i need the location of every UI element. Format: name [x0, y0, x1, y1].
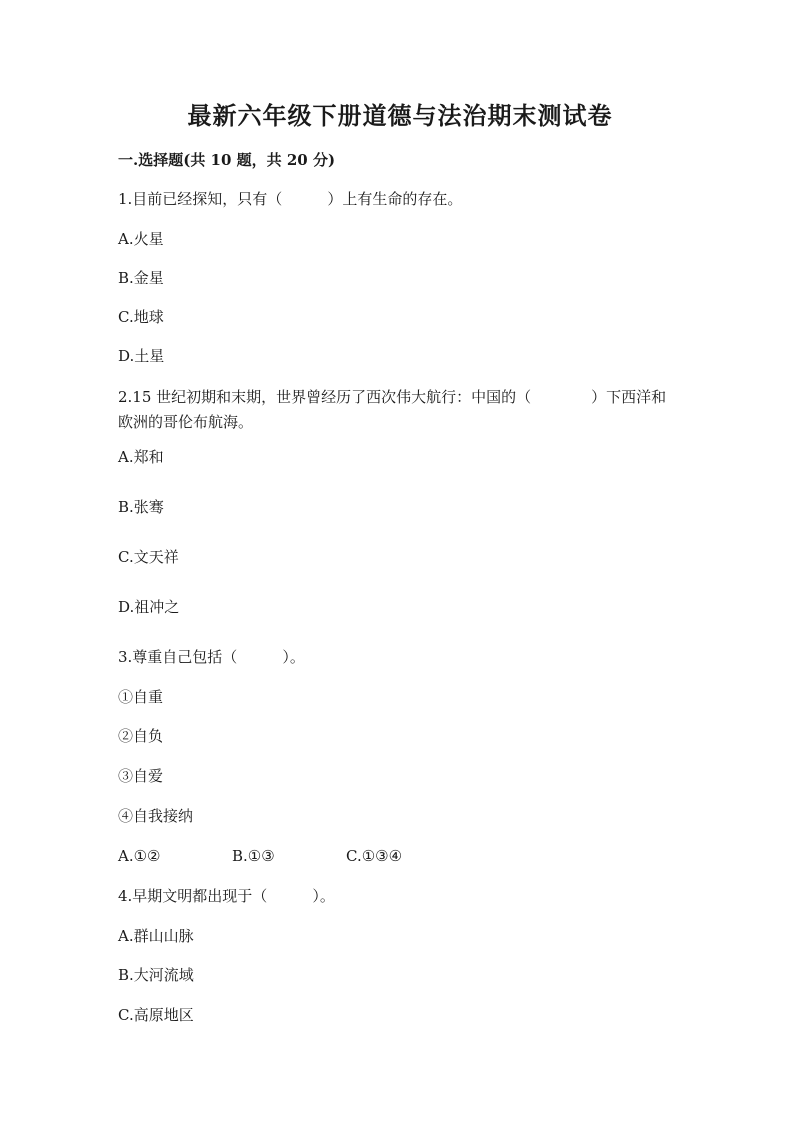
question-3-item-1: ①自重 [118, 688, 164, 706]
section-heading: 一.选择题(共 10 题，共 20 分) [118, 151, 336, 169]
page-title: 最新六年级下册道德与法治期末测试卷 [187, 101, 613, 130]
question-3-stem: 3.尊重自己包括（ ）。 [118, 648, 305, 666]
question-1-option-b: B.金星 [118, 269, 164, 287]
question-2-option-b: B.张骞 [118, 498, 164, 516]
question-4-option-c: C.高原地区 [118, 1006, 194, 1024]
question-3-option-c: C.①③④ [346, 847, 403, 865]
question-1-option-c: C.地球 [118, 308, 164, 326]
question-1-stem: 1.目前已经探知，只有（ ）上有生命的存在。 [118, 190, 463, 208]
question-2-option-d: D.祖冲之 [118, 598, 180, 616]
question-3-option-a: A.①② [118, 847, 161, 865]
question-4-option-b: B.大河流域 [118, 966, 194, 984]
question-2-option-c: C.文天祥 [118, 548, 179, 566]
question-4-stem: 4.早期文明都出现于（ ）。 [118, 887, 335, 905]
question-3-item-2: ②自负 [118, 727, 164, 745]
question-2-option-a: A.郑和 [118, 448, 164, 466]
question-4-option-a: A.群山山脉 [118, 927, 194, 945]
question-3-item-4: ④自我接纳 [118, 807, 194, 825]
question-3-option-b: B.①③ [232, 847, 275, 865]
question-1-option-a: A.火星 [118, 230, 164, 248]
question-1-option-d: D.土星 [118, 347, 165, 365]
question-2-stem: 2.15 世纪初期和末期，世界曾经历了西次伟大航行：中国的（ ）下西洋和欧洲的哥伦布航海。 [118, 388, 667, 431]
question-3-item-3: ③自爱 [118, 767, 164, 785]
